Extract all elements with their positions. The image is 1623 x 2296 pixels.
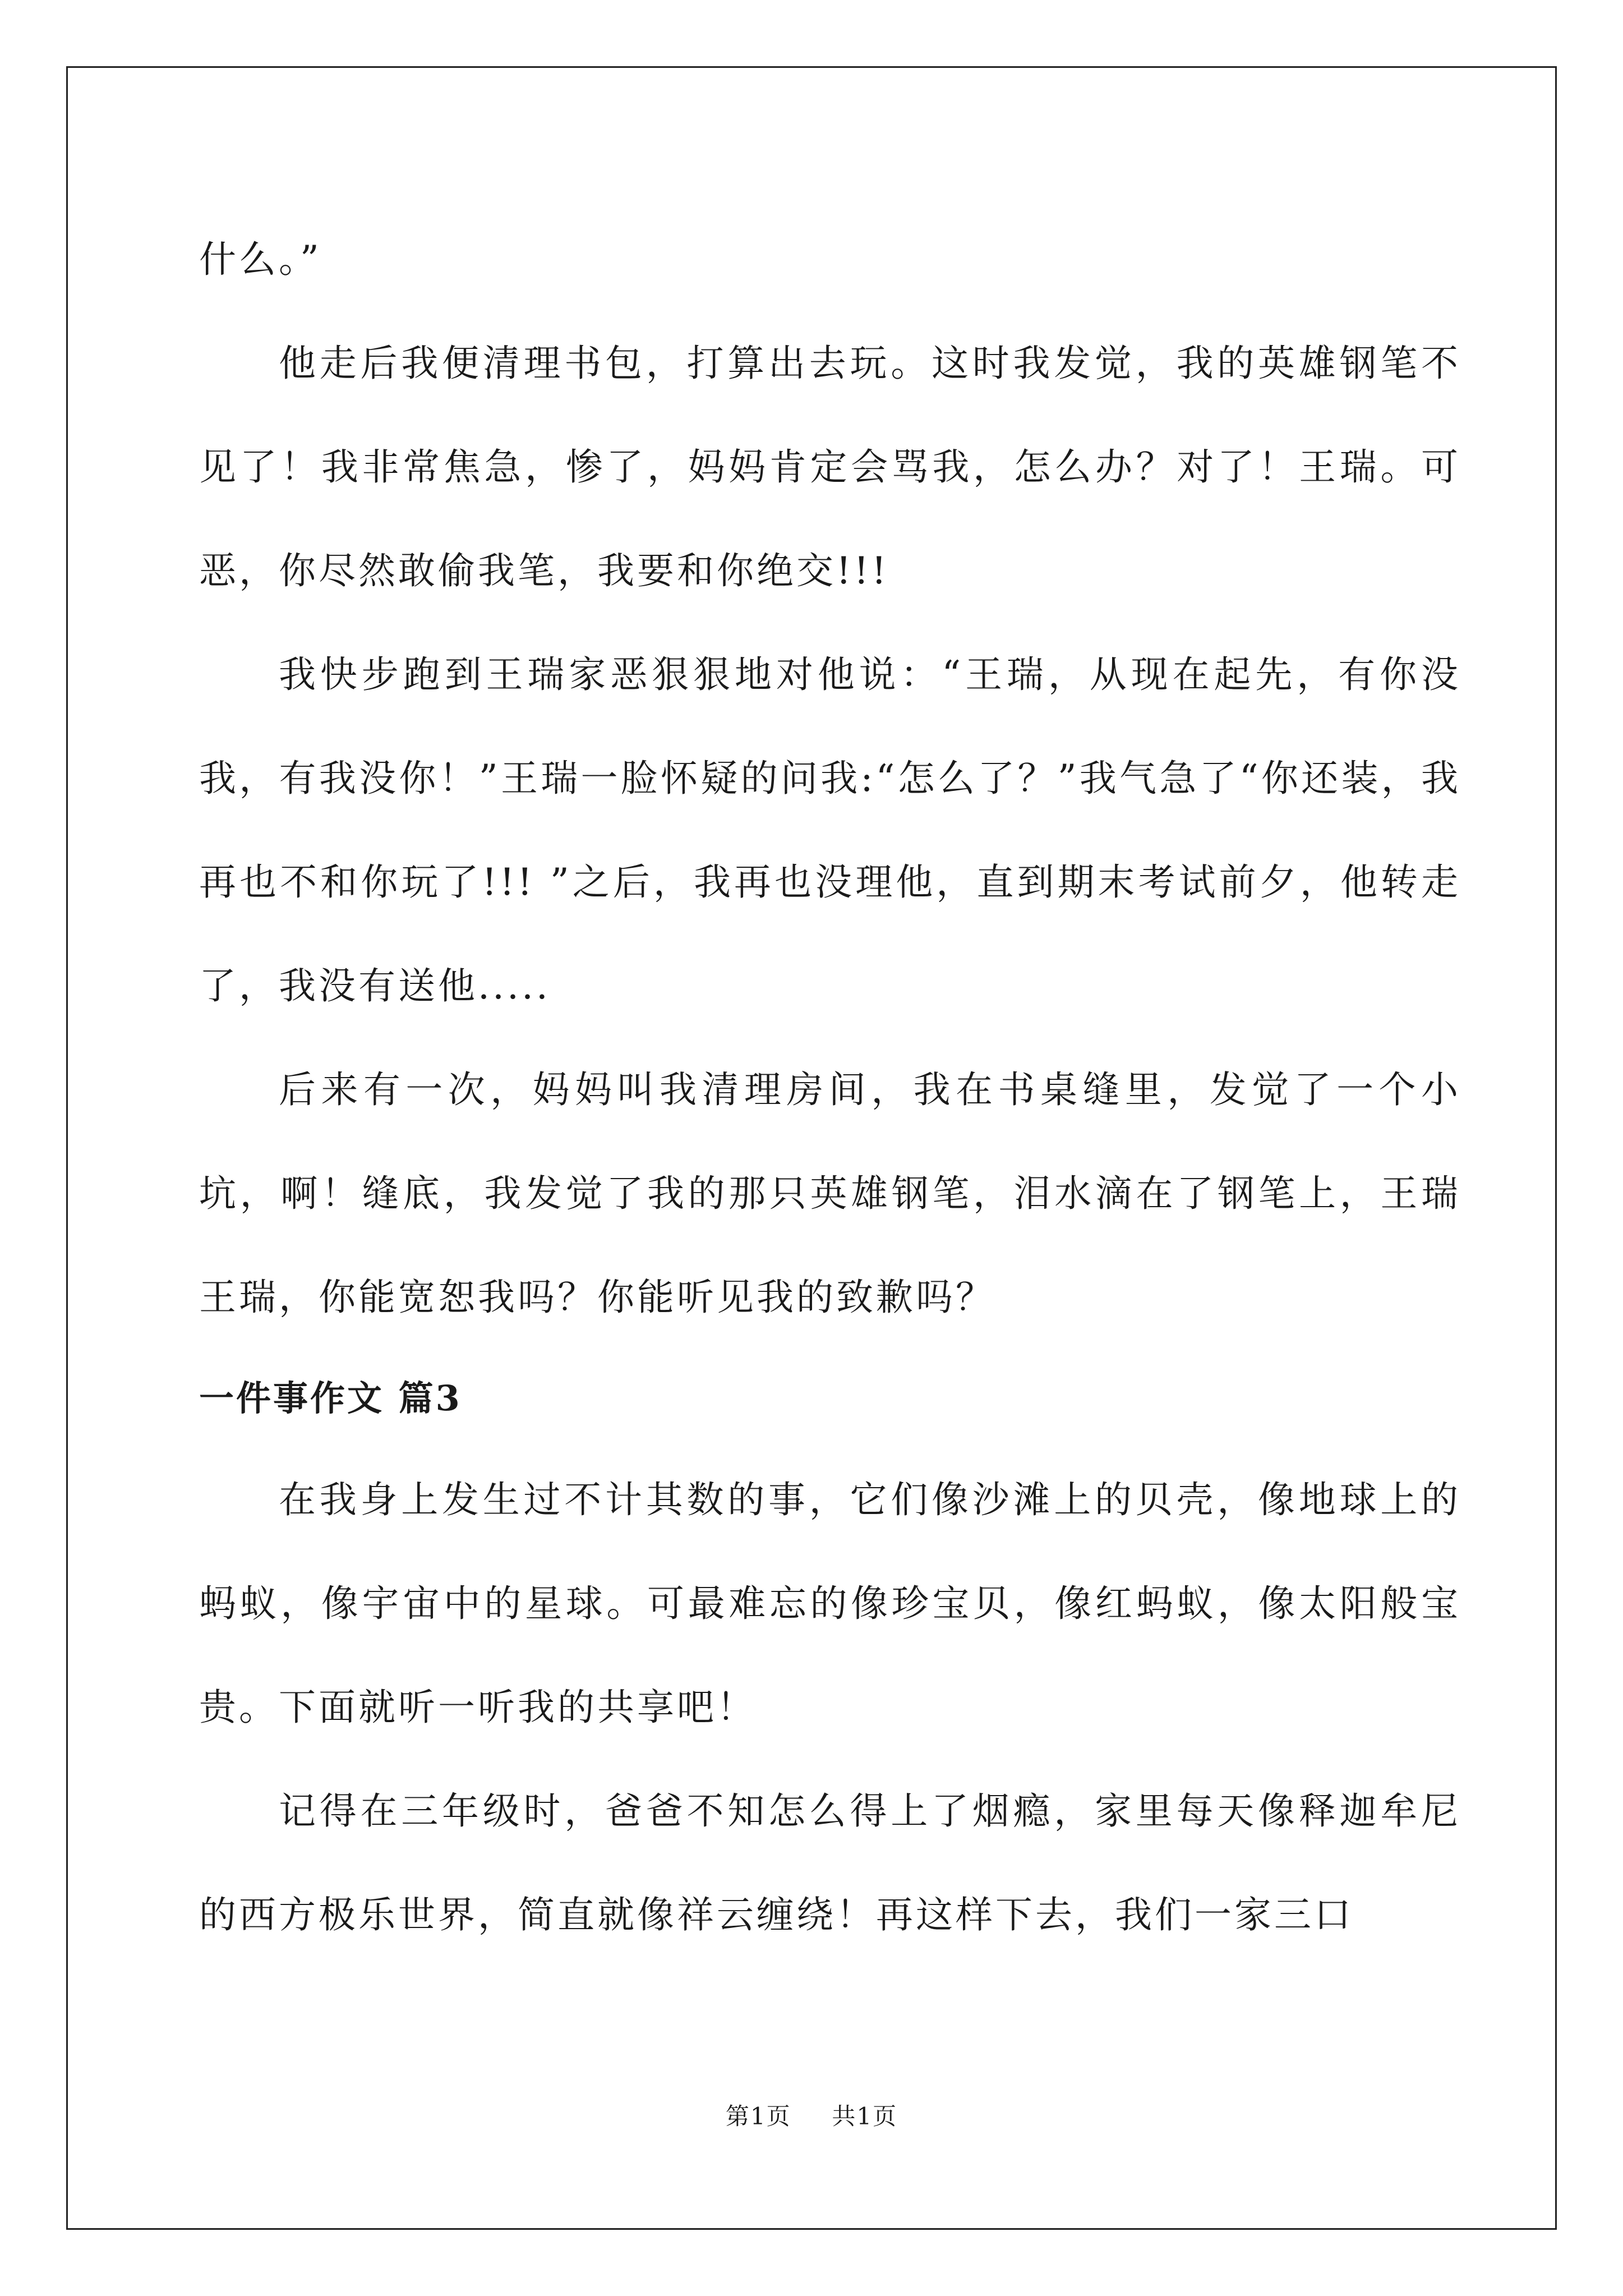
paragraph-4: 后来有一次，妈妈叫我清理房间，我在书桌缝里，发觉了一个小坑，啊！缝底，我发觉了我的那只英雄钢笔，泪水滴在了钢笔上，王瑞王瑞，你能宽恕我吗？你能听见我的致歉吗？ xyxy=(199,1068,1461,1319)
paragraph-3: 我快步跑到王瑞家恶狠狠地对他说：“王瑞，从现在起先，有你没我，有我没你！”王瑞一脸怀疑的问我:“怎么了？”我气急了“你还装，我再也不和你玩了!!! ”之后，我再也没理他，直到期末考试前夕，他转走了，我没有送他..... xyxy=(199,653,1461,1007)
paragraph-6: 记得在三年级时，爸爸不知怎么得上了烟瘾，家里每天像释迦牟尼的西方极乐世界，简直就像祥云缠绕！再这样下去，我们一家三口 xyxy=(199,1789,1461,1936)
section-heading: 一件事作文 篇3 xyxy=(199,1378,462,1419)
page-number-total: 共1页 xyxy=(832,2102,898,2130)
document-body xyxy=(199,208,1461,1967)
page-footer xyxy=(0,2098,1623,2132)
paragraph-1: 什么。” xyxy=(199,238,322,281)
paragraph-5: 在我身上发生过不计其数的事，它们像沙滩上的贝壳，像地球上的蚂蚁，像宇宙中的星球。可最难忘的像珍宝贝，像红蚂蚁，像太阳般宝贵。下面就听一听我的共享吧！ xyxy=(199,1478,1461,1729)
page-number-current: 第1页 xyxy=(725,2102,791,2130)
paragraph-2: 他走后我便清理书包，打算出去玩。这时我发觉，我的英雄钢笔不见了！我非常焦急，惨了，妈妈肯定会骂我，怎么办？对了！王瑞。可恶，你尽然敢偷我笔，我要和你绝交!!! xyxy=(199,342,1461,592)
